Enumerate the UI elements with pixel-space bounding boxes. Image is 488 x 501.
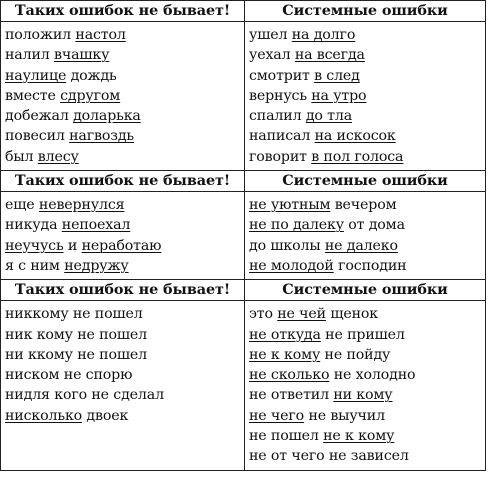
- example-line: [249, 215, 481, 235]
- underlined-fragment: непоехал: [61, 217, 131, 234]
- text-fragment: не холодно: [329, 367, 416, 384]
- text-fragment: уехал: [249, 47, 295, 64]
- example-line: [249, 236, 481, 256]
- text-fragment: никуда: [5, 217, 62, 234]
- system-examples-cell: [245, 22, 486, 171]
- text-fragment: не выучил: [304, 407, 385, 424]
- example-line: [249, 304, 481, 324]
- example-line: [249, 66, 481, 86]
- text-fragment: никкому не пошел: [5, 306, 143, 323]
- example-line: [249, 106, 481, 126]
- text-fragment: ник кому не пошел: [5, 326, 147, 343]
- example-line: [5, 406, 240, 426]
- example-line: [249, 406, 481, 426]
- impossible-examples-cell: [1, 192, 245, 280]
- underlined-fragment: влесу: [37, 148, 79, 165]
- example-line: [5, 325, 240, 345]
- example-line: [249, 385, 481, 405]
- example-line: [249, 325, 481, 345]
- example-line: [5, 106, 240, 126]
- example-line: [5, 66, 240, 86]
- example-line: [249, 45, 481, 65]
- text-fragment: еще: [5, 197, 39, 214]
- text-fragment: от дома: [343, 217, 405, 234]
- text-fragment: ни ккому не пошел: [5, 346, 147, 363]
- section-body-row: [1, 301, 486, 470]
- underlined-fragment: не к кому: [249, 346, 321, 363]
- example-line: [249, 126, 481, 146]
- example-line: [249, 446, 481, 466]
- underlined-fragment: в пол голоса: [311, 148, 404, 165]
- underlined-fragment: на утро: [311, 87, 367, 104]
- example-line: [5, 345, 240, 365]
- example-line: [5, 215, 240, 235]
- example-line: [5, 25, 240, 45]
- header-impossible-errors: Таких ошибок не бывает!: [1, 280, 245, 301]
- underlined-fragment: настол: [75, 27, 126, 43]
- underlined-fragment: не по далеку: [249, 217, 344, 234]
- example-line: [249, 365, 481, 385]
- example-line: [5, 45, 240, 65]
- example-line: [5, 195, 240, 215]
- text-fragment: до школы: [249, 237, 325, 254]
- example-line: [249, 426, 481, 446]
- underlined-fragment: в след: [314, 67, 360, 84]
- example-line: [5, 365, 240, 385]
- text-fragment: спалил: [249, 108, 306, 125]
- text-fragment: был: [5, 148, 38, 165]
- underlined-fragment: неучусь: [5, 237, 64, 254]
- example-line: [5, 236, 240, 256]
- text-fragment: ушел: [249, 27, 292, 43]
- text-fragment: повесил: [5, 128, 70, 145]
- underlined-fragment: не к кому: [323, 428, 395, 445]
- text-fragment: щенок: [325, 306, 379, 323]
- underlined-fragment: вчашку: [54, 47, 110, 64]
- example-line: [5, 86, 240, 106]
- underlined-fragment: не откуда: [249, 326, 321, 343]
- text-fragment: и: [63, 237, 82, 254]
- system-examples-cell: [245, 301, 486, 470]
- underlined-fragment: до тла: [305, 108, 353, 125]
- example-line: [249, 86, 481, 106]
- text-fragment: смотрит: [249, 67, 315, 84]
- system-examples-cell: [245, 192, 486, 280]
- underlined-fragment: не уютным: [249, 197, 331, 214]
- section-header-row: [1, 280, 486, 301]
- underlined-fragment: наулице: [5, 67, 67, 84]
- example-line: [5, 126, 240, 146]
- section-header-row: [1, 1, 486, 22]
- header-system-errors: Системные ошибки: [245, 280, 486, 301]
- impossible-examples-cell: [1, 22, 245, 171]
- section-body-row: [1, 22, 486, 171]
- underlined-fragment: не далеко: [324, 237, 398, 254]
- example-line: [249, 195, 481, 215]
- text-fragment: налил: [5, 47, 55, 64]
- header-system-errors: Системные ошибки: [245, 1, 486, 22]
- text-fragment: не ответил: [249, 387, 334, 404]
- text-fragment: нидля кого не сделал: [5, 387, 164, 404]
- example-line: [5, 147, 240, 167]
- underlined-fragment: не чего: [249, 407, 305, 424]
- text-fragment: вечером: [330, 197, 397, 214]
- underlined-fragment: нисколько: [5, 407, 83, 424]
- text-fragment: положил: [5, 27, 76, 43]
- text-fragment: не пойду: [320, 346, 391, 363]
- impossible-examples-cell: [1, 301, 245, 470]
- header-system-errors: Системные ошибки: [245, 171, 486, 192]
- header-impossible-errors: Таких ошибок не бывает!: [1, 171, 245, 192]
- example-line: [249, 25, 481, 45]
- underlined-fragment: не сколько: [249, 367, 330, 384]
- example-line: [249, 345, 481, 365]
- underlined-fragment: ни кому: [333, 387, 393, 404]
- underlined-fragment: доларька: [73, 108, 141, 125]
- underlined-fragment: не чей: [277, 306, 326, 323]
- underlined-fragment: не молодой: [249, 257, 334, 274]
- text-fragment: дождь: [66, 67, 117, 84]
- example-line: [5, 385, 240, 405]
- example-line: [249, 256, 481, 276]
- text-fragment: двоек: [82, 407, 129, 424]
- underlined-fragment: на всегда: [294, 47, 365, 64]
- text-fragment: вместе: [5, 87, 61, 104]
- underlined-fragment: невернулся: [38, 197, 125, 214]
- underlined-fragment: сдругом: [60, 87, 121, 104]
- underlined-fragment: на долго: [291, 27, 356, 43]
- underlined-fragment: нагвоздь: [69, 128, 134, 145]
- example-line: [249, 147, 481, 167]
- text-fragment: не пришел: [320, 326, 405, 343]
- text-fragment: господин: [333, 257, 407, 274]
- example-line: [5, 256, 240, 276]
- example-line: [5, 304, 240, 324]
- text-fragment: написал: [249, 128, 315, 145]
- text-fragment: говорит: [249, 148, 312, 165]
- text-fragment: не от чего не зависел: [249, 448, 409, 465]
- text-fragment: это: [249, 306, 278, 323]
- section-body-row: [1, 192, 486, 280]
- underlined-fragment: недружу: [64, 257, 129, 274]
- text-fragment: вернусь: [249, 87, 312, 104]
- section-header-row: [1, 171, 486, 192]
- underlined-fragment: на искосок: [314, 128, 396, 145]
- errors-table-body: [1, 1, 486, 471]
- text-fragment: добежал: [5, 108, 74, 125]
- text-fragment: я с ним: [5, 257, 65, 274]
- text-fragment: ниском не спорю: [5, 367, 133, 384]
- underlined-fragment: неработаю: [81, 237, 162, 254]
- header-impossible-errors: Таких ошибок не бывает!: [1, 1, 245, 22]
- text-fragment: не пошел: [249, 428, 324, 445]
